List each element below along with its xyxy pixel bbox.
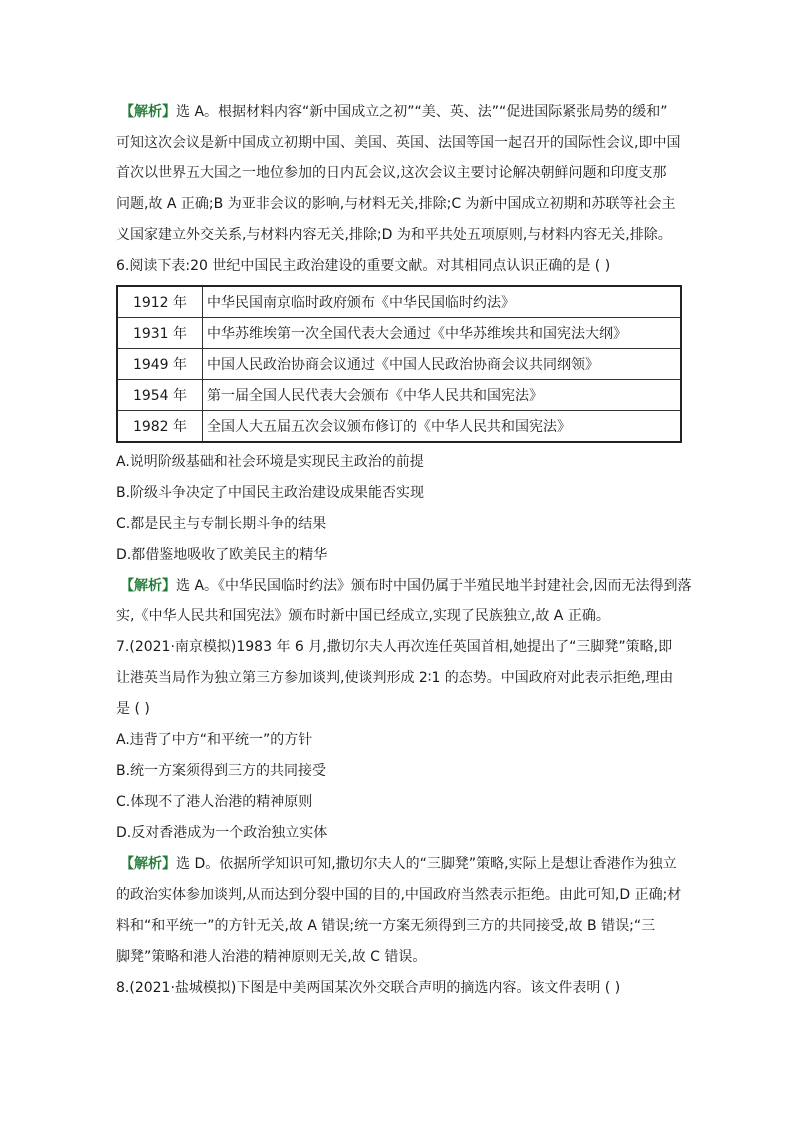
- q6-option-c: C.都是民主与专制长期斗争的结果: [116, 516, 327, 532]
- q6-option-a: A.说明阶级基础和社会环境是实现民主政治的前提: [116, 454, 424, 470]
- q7-stem-line-3: 是 ( ): [116, 701, 150, 717]
- q7-option-c: C.体现不了港人治港的精神原则: [116, 794, 313, 810]
- q6-stem: 6.阅读下表:20 世纪中国民主政治建设的重要文献。对其相同点认识正确的是 ( ): [116, 258, 611, 274]
- q7-option-d: D.反对香港成为一个政治独立实体: [116, 825, 328, 841]
- table-year: 1931 年: [117, 318, 203, 349]
- q7-analysis-line-1: 【解析】选 D。依据所学知识可知,撒切尔夫人的“三脚凳”策略,实际上是想让香港作为独立: [120, 856, 677, 872]
- q5-analysis-line-5: 义国家建立外交关系,与材料内容无关,排除;D 为和平共处五项原则,与材料内容无关,排除。: [116, 227, 672, 243]
- table-year: 1949 年: [117, 349, 203, 380]
- analysis-tag: 【解析】: [120, 578, 176, 594]
- q6-option-d: D.都借鉴地吸收了欧美民主的精华: [116, 547, 328, 563]
- analysis-tag: 【解析】: [120, 856, 176, 872]
- table-row: [117, 349, 681, 380]
- q6-option-b: B.阶级斗争决定了中国民主政治建设成果能否实现: [116, 485, 425, 501]
- q5-analysis-line-3: 首次以世界五大国之一地位参加的日内瓦会议,这次会议主要讨论解决朝鲜问题和印度支那: [116, 165, 667, 181]
- table-event: 第一届全国人民代表大会颁布《中华人民共和国宪法》: [203, 380, 682, 411]
- table-year: 1954 年: [117, 380, 203, 411]
- q6-analysis-line-2: 实,《中华人民共和国宪法》颁布时新中国已经成立,实现了民族独立,故 A 正确。: [116, 608, 610, 624]
- q7-option-a: A.违背了中方“和平统一”的方针: [116, 732, 313, 748]
- q8-stem: 8.(2021·盐城模拟)下图是中美两国某次外交联合声明的摘选内容。该文件表明 ( ): [116, 980, 621, 996]
- table-row: [117, 411, 681, 443]
- table-row: [117, 286, 681, 318]
- q7-stem-line-1: 7.(2021·南京模拟)1983 年 6 月,撒切尔夫人再次连任英国首相,她提出了“三脚凳”策略,即: [116, 639, 673, 655]
- table-row: [117, 318, 681, 349]
- analysis-tag: 【解析】: [120, 104, 176, 120]
- table-year: 1982 年: [117, 411, 203, 443]
- q5-analysis-line-1: 【解析】选 A。根据材料内容“新中国成立之初”“美、英、法”“促进国际紧张局势的缓和”: [120, 104, 668, 120]
- q6-analysis-line-1: 【解析】选 A。《中华民国临时约法》颁布时中国仍属于半殖民地半封建社会,因而无法得到落: [120, 578, 692, 594]
- documents-table: [116, 285, 682, 443]
- table-event: 全国人大五届五次会议颁布修订的《中华人民共和国宪法》: [203, 411, 682, 443]
- q5-analysis-line-4: 问题,故 A 正确;B 为亚非会议的影响,与材料无关,排除;C 为新中国成立初期和苏联等社会主: [116, 196, 676, 212]
- table-year: 1912 年: [117, 286, 203, 318]
- q7-analysis-line-4: 脚凳”策略和港人治港的精神原则无关,故 C 错误。: [116, 949, 427, 965]
- q7-stem-line-2: 让港英当局作为独立第三方参加谈判,使谈判形成 2∶1 的态势。中国政府对此表示拒绝,理由: [116, 670, 674, 686]
- q7-analysis-line-2: 的政治实体参加谈判,从而达到分裂中国的目的,中国政府当然表示拒绝。由此可知,D 正确;材: [116, 887, 682, 903]
- table-event: 中华苏维埃第一次全国代表大会通过《中华苏维埃共和国宪法大纲》: [203, 318, 682, 349]
- q5-analysis-line-2: 可知这次会议是新中国成立初期中国、美国、英国、法国等国一起召开的国际性会议,即中国: [116, 135, 681, 151]
- table-event: 中国人民政治协商会议通过《中国人民政治协商会议共同纲领》: [203, 349, 682, 380]
- table-event: 中华民国南京临时政府颁布《中华民国临时约法》: [203, 286, 682, 318]
- q7-analysis-line-3: 料和“和平统一”的方针无关,故 A 错误;统一方案无须得到三方的共同接受,故 B 错误;“三: [116, 918, 656, 934]
- table-row: [117, 380, 681, 411]
- q7-option-b: B.统一方案须得到三方的共同接受: [116, 763, 327, 779]
